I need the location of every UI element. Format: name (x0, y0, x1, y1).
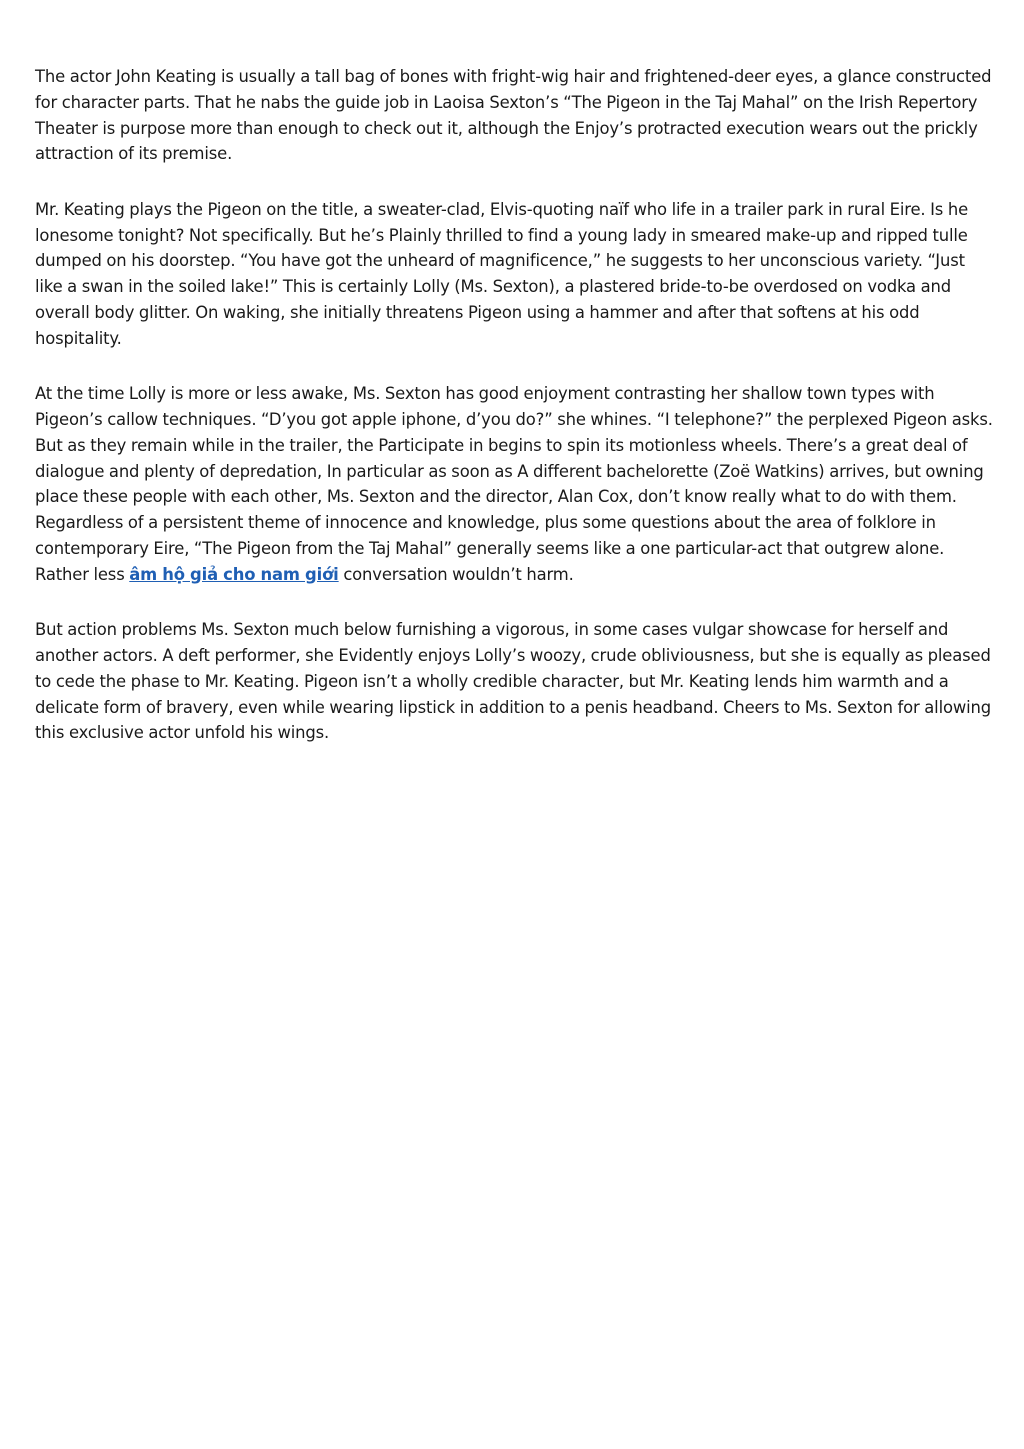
paragraph-3-text-after: conversation wouldn’t harm. (338, 564, 574, 584)
paragraph-4: But action problems Ms. Sexton much below furnishing a vigorous, in some cases vulgar showcase for herself and another actors. A deft performer, she Evidently enjoys Lolly’s woozy, crude obliviousness, but she is equally as pleased to cede the phase to Mr. Keating. Pigeon isn’t a wholly credible character, but Mr. Keating lends him warmth and a delicate form of bravery, even while wearing lipstick in addition to a penis headband. Cheers to Ms. Sexton for allowing this exclusive actor unfold his wings. (35, 620, 992, 743)
paragraph-2: Mr. Keating plays the Pigeon on the title, a sweater-clad, Elvis-quoting naïf who life in a trailer park in rural Eire. Is he lonesome tonight? Not specifically. But he’s Plainly thrilled to find a young lady in smeared make-up and ripped tulle dumped on his doorstep. “You have got the unheard of magnificence,” he suggests to her unconscious variety. “Just like a swan in the soiled lake!” This is certainly Lolly (Ms. Sexton), a plastered bride-to-be overdosed on vodka and overall body glitter. On waking, she initially threatens Pigeon using a hammer and after that softens at his odd hospitality. (35, 199, 969, 348)
paragraph-3-text-before: At the time Lolly is more or less awake, Ms. Sexton has good enjoyment contrasting her shallow town types with Pigeon’s callow techniques. “D’you got apple iphone, d’you do?” she whines. “I telephone?” the perplexed Pigeon asks. But as they remain while in the trailer, the Participate in begins to spin its motionless wheels. There’s a great deal of dialogue and plenty of depredation, In particular as soon as A different bachelorette (Zoë Watkins) arrives, but owning place these people with each other, Ms. Sexton and the director, Alan Cox, don’t know really what to do with them. Regardless of a persistent theme of innocence and knowledge, plus some questions about the area of folklore in contemporary Eire, “The Pigeon from the Taj Mahal” generally seems like a one particular-act that outgrew alone. Rather less (35, 384, 993, 584)
article-body (35, 64, 995, 776)
inline-link[interactable]: âm hộ giả cho nam giới (129, 564, 339, 584)
paragraph-3 (35, 381, 995, 587)
paragraph-1: The actor John Keating is usually a tall bag of bones with fright-wig hair and frightened-deer eyes, a glance constructed for character parts. That he nabs the guide job in Laoisa Sexton’s “The Pigeon in the Taj Mahal” on the Irish Repertory Theater is purpose more than enough to check out it, although the Enjoy’s protracted execution wears out the prickly attraction of its premise. (35, 67, 992, 164)
